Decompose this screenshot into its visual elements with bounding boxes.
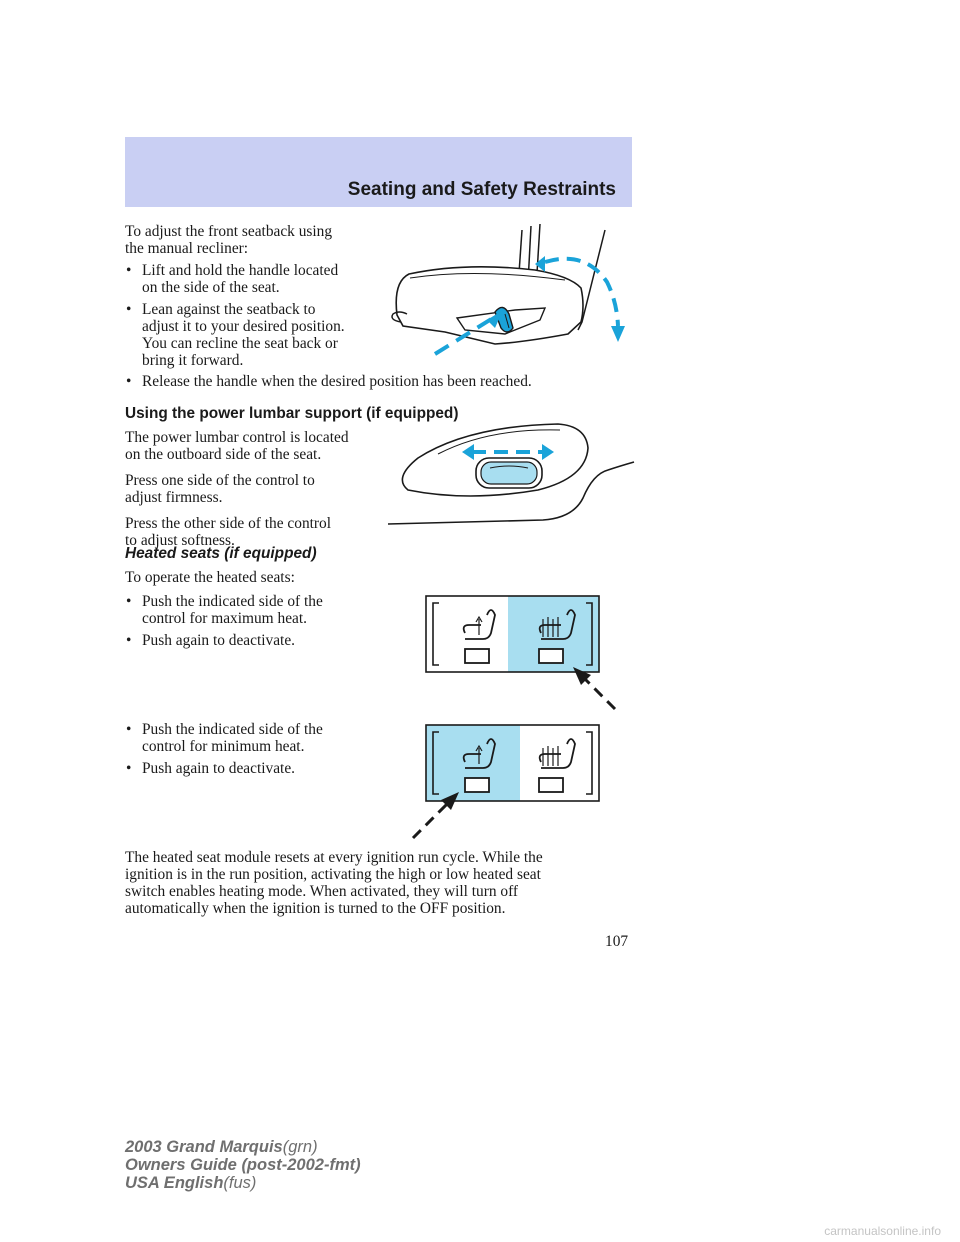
- recliner-bullet-3: [125, 373, 662, 390]
- bullet-line: • Lean against the seatback to: [142, 301, 316, 318]
- bullet-line: • Push the indicated side of the: [142, 721, 323, 738]
- footer-line-1: [125, 1138, 361, 1156]
- paragraph-line: The heated seat module resets at every ignition run cycle. While the: [125, 849, 543, 866]
- lumbar-section: [125, 429, 385, 549]
- heated-intro: To operate the heated seats:: [125, 569, 295, 586]
- heated-min-bullet-1: [125, 721, 385, 755]
- heated-max-bullet-1: [125, 593, 385, 627]
- seat-recliner-illustration: [385, 222, 635, 357]
- bullet-line: You can recline the seat back or: [142, 335, 338, 352]
- recliner-bullet-1: [125, 262, 385, 296]
- lumbar-heading: Using the power lumbar support (if equipped): [125, 405, 459, 422]
- footer-language: USA English: [125, 1174, 224, 1192]
- heated-seat-switch-max: [425, 595, 620, 715]
- paragraph-line: ignition is in the run position, activating the high or low heated seat: [125, 866, 541, 883]
- heated-closing-paragraph: [125, 849, 645, 917]
- heated-min-bullet-2: [125, 760, 385, 777]
- bullet-line: • Push again to deactivate.: [142, 632, 296, 649]
- section-header-band: [125, 137, 632, 207]
- footer-line-3: [125, 1174, 361, 1192]
- paragraph-line: adjust firmness.: [125, 489, 223, 506]
- heated-max-bullet-2: [125, 632, 385, 649]
- recliner-section: [125, 223, 385, 369]
- page-number: 107: [605, 933, 629, 950]
- bullet-line: bring it forward.: [142, 352, 244, 369]
- footer-model: 2003 Grand Marquis: [125, 1138, 283, 1156]
- watermark-link[interactable]: carmanualsonline.info: [824, 1224, 941, 1238]
- paragraph-line: automatically when the ignition is turned to the OFF position.: [125, 900, 506, 917]
- heated-heading: Heated seats (if equipped): [125, 545, 317, 562]
- bullet-line: adjust it to your desired position.: [142, 318, 345, 335]
- paragraph-line: Press one side of the control to: [125, 472, 315, 489]
- heated-min-section: [125, 721, 385, 777]
- recliner-intro-line1: To adjust the front seatback using: [125, 223, 333, 240]
- bullet-line: on the side of the seat.: [142, 279, 280, 296]
- bullet-line: • Push the indicated side of the: [142, 593, 323, 610]
- lumbar-paragraph-1: [125, 429, 385, 463]
- lumbar-paragraph-3: [125, 515, 385, 549]
- lumbar-control-illustration: [388, 418, 636, 528]
- bullet-line: control for maximum heat.: [142, 610, 307, 627]
- paragraph-line: switch enables heating mode. When activated, they will turn off: [125, 883, 519, 900]
- paragraph-line: on the outboard side of the seat.: [125, 446, 322, 463]
- section-title: Seating and Safety Restraints: [347, 179, 616, 200]
- lumbar-paragraph-2: [125, 472, 385, 506]
- paragraph-line: to adjust softness.: [125, 532, 235, 549]
- heated-max-section: [125, 593, 385, 649]
- bullet-line: control for minimum heat.: [142, 738, 305, 755]
- footer-line-2: [125, 1156, 361, 1174]
- recliner-intro-line2: the manual recliner:: [125, 240, 249, 257]
- footer-model-code: (grn): [282, 1138, 318, 1156]
- recliner-bullet-2: [125, 301, 385, 369]
- footer-guide-title: Owners Guide (post-2002-fmt): [125, 1156, 361, 1174]
- footer-language-code: (fus): [223, 1174, 257, 1192]
- bullet-line: • Lift and hold the handle located: [142, 262, 339, 279]
- heated-seat-switch-min: [405, 724, 605, 844]
- document-footer: [125, 1138, 361, 1192]
- paragraph-line: Press the other side of the control: [125, 515, 332, 532]
- bullet-line: • Release the handle when the desired position has been reached.: [142, 373, 532, 390]
- bullet-line: • Push again to deactivate.: [142, 760, 296, 777]
- paragraph-line: The power lumbar control is located: [125, 429, 349, 446]
